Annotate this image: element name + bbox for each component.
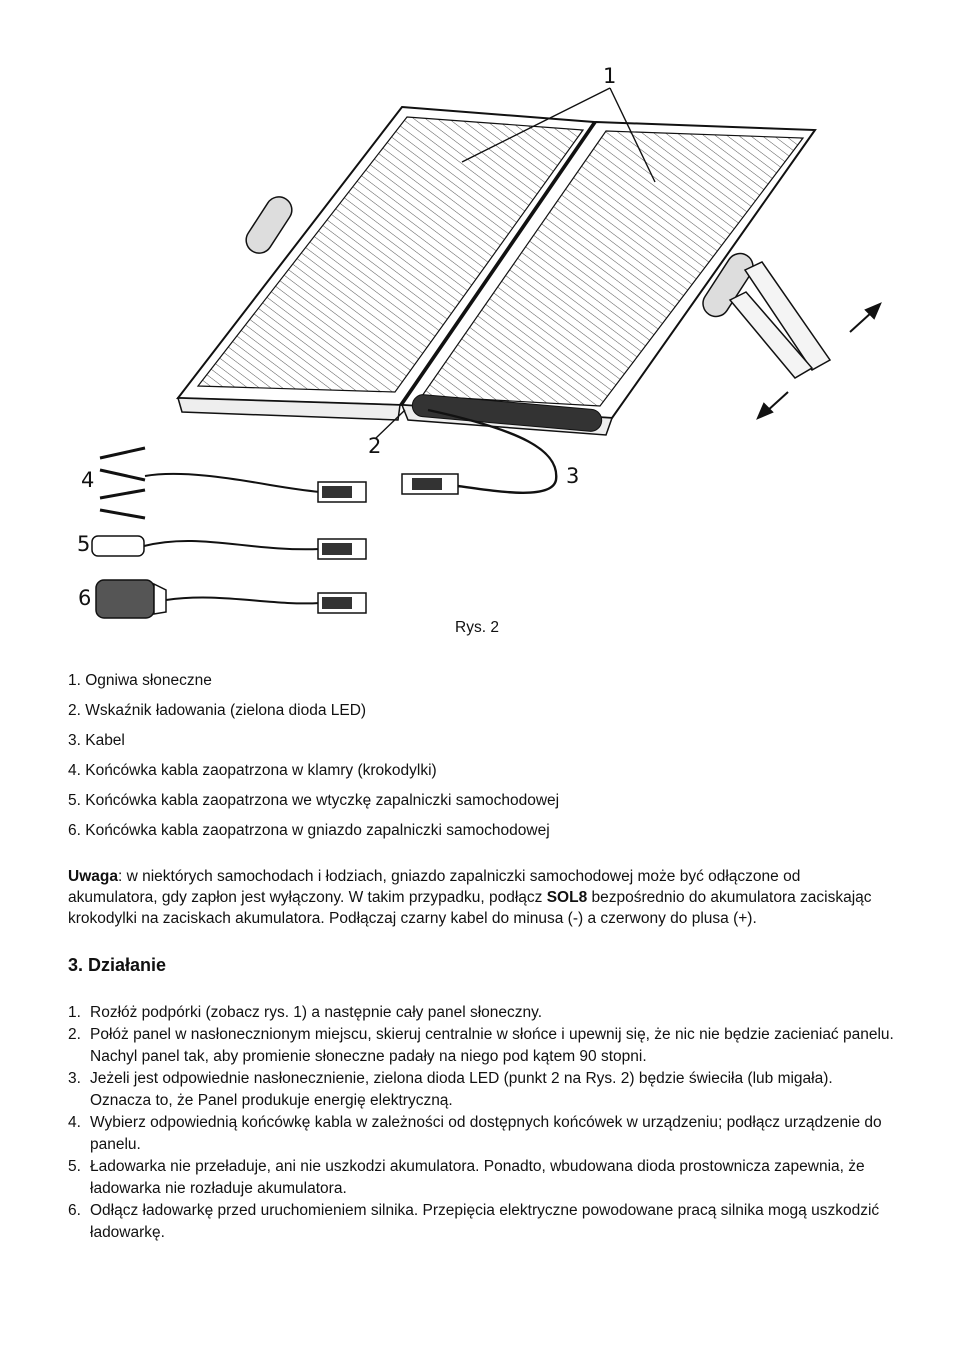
solar-panel-figure xyxy=(0,0,954,620)
callout-4-label: 4 xyxy=(81,468,95,492)
step-text: Jeżeli jest odpowiednie nasłonecznienie, zielona dioda LED (punkt 2 na Rys. 2) będzie świeciła (lub migała). Oznacza to, że Panel produkuje energię elektryczną. xyxy=(90,1070,833,1109)
step-number: 6. xyxy=(68,1202,81,1219)
callout-1-label: 1 xyxy=(603,64,617,88)
callout-3-label: 3 xyxy=(566,464,580,488)
legend-item: 5. Końcówka kabla zaopatrzona we wtyczkę zapalniczki samochodowej xyxy=(68,792,560,809)
operation-steps xyxy=(68,1002,898,1244)
legend-item: 6. Końcówka kabla zaopatrzona w gniazdo zapalniczki samochodowej xyxy=(68,822,550,839)
step-item xyxy=(68,1002,898,1024)
step-number: 4. xyxy=(68,1114,81,1131)
cigarette-socket-cable xyxy=(96,580,366,618)
step-item xyxy=(68,1068,898,1112)
section-title: 3. Działanie xyxy=(68,955,167,975)
note-text-2: bezpośrednio do akumulatora zaciskając krokodylki na zaciskach akumulatora. Podłączaj czarny kabel do minusa (-) a czerwony do plusa (+). xyxy=(68,889,872,927)
callout-5-label: 5 xyxy=(77,532,91,556)
warning-note xyxy=(68,866,888,929)
step-item xyxy=(68,1200,898,1244)
legend-item: 3. Kabel xyxy=(68,732,125,749)
solar-panel-illustration xyxy=(0,0,954,620)
product-name: SOL8 xyxy=(546,889,588,906)
figure-caption: Rys. 2 xyxy=(455,619,499,636)
step-item xyxy=(68,1112,898,1156)
step-text: Odłącz ładowarkę przed uruchomieniem silnika. Przepięcia elektryczne powodowane pracą silnika mogą uszkodzić ładowarkę. xyxy=(90,1202,880,1241)
note-label: Uwaga xyxy=(68,868,118,885)
legend-item: 2. Wskaźnik ładowania (zielona dioda LED) xyxy=(68,702,367,719)
step-text: Rozłóż podpórki (zobacz rys. 1) a następnie cały panel słoneczny. xyxy=(90,1004,543,1021)
callout-2-label: 2 xyxy=(368,434,382,458)
step-text: Ładowarka nie przeładuje, ani nie uszkodzi akumulatora. Ponadto, wbudowana dioda prostownicza zapewnia, że ładowarka nie rozładuje akumulatora. xyxy=(90,1158,865,1197)
step-item xyxy=(68,1156,898,1200)
step-number: 1. xyxy=(68,1004,81,1021)
step-number: 5. xyxy=(68,1158,81,1175)
parts-legend xyxy=(68,671,559,851)
step-number: 3. xyxy=(68,1070,81,1087)
note-text-1: : w niektórych samochodach i łodziach, gniazdo zapalniczki samochodowej może być odłączone od akumulatora, gdy zapłon jest wyłączony. W takim przypadku, podłącz xyxy=(68,868,801,906)
step-text: Wybierz odpowiednią końcówkę kabla w zależności od dostępnych końcówek w urządzeniu; podłącz urządzenie do panelu. xyxy=(90,1114,882,1153)
legend-item: 4. Końcówka kabla zaopatrzona w klamry (krokodylki) xyxy=(68,762,437,779)
step-text: Połóż panel w nasłonecznionym miejscu, skieruj centralnie w słońce i upewnij się, że nic nie będzie zacieniać panelu. Nachyl panel tak, aby promienie słoneczne padały na niego pod kątem 90 stopni. xyxy=(90,1026,894,1065)
step-item xyxy=(68,1024,898,1068)
alligator-clamp-cable xyxy=(100,448,366,518)
cigarette-plug-cable xyxy=(92,536,366,559)
legend-item: 1. Ogniwa słoneczne xyxy=(68,672,212,689)
step-number: 2. xyxy=(68,1026,81,1043)
callout-6-label: 6 xyxy=(78,586,92,610)
